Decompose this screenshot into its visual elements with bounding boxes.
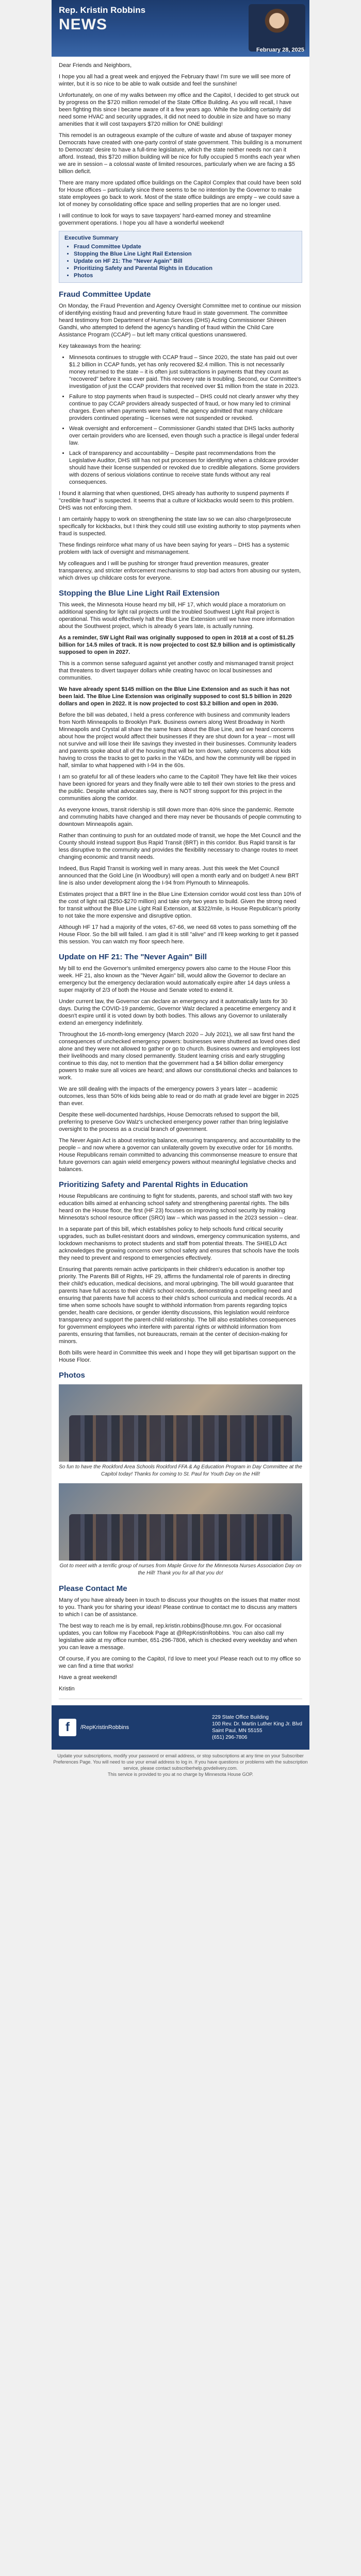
intro-paragraph: This remodel is an outrageous example of the culture of waste and abuse of taxpayer money Democrats have created with one-party control of state government. This building is a monument to Democrats' desire to have a full-time legislature, which the state neither needs nor can it afford. Instead, this $720 million building will be nice for fully occupied 5 months each year when we are in session – a colossal waste of limited resources, particularly when we are facing a $5 billion deficit.: [59, 132, 302, 175]
hf21-paragraph: The Never Again Act is about restoring balance, ensuring transparency, and accountability to the people – and now where a governor can unilaterally govern by executive order for 16 months. House Republicans remain committed to advancing this commonsense measure to ensure that future governors can again wield emergency powers without meaningful legislative checks and balances.: [59, 1138, 301, 1173]
photo-people: [69, 1514, 292, 1561]
blue-line-paragraph: As everyone knows, transit ridership is still down more than 40% since the pandemic. Remote and commuting habits have changed and there may never be thousands of people commuting to downtown Minneapolis again.: [59, 807, 302, 827]
safety-paragraph: Ensuring that parents remain active participants in their children's education is another top priority. The Parents Bill of Rights, HF 29, affirms the fundamental role of parents in directing their child's education, medical decisions, and moral upbringing. The bill would guarantee that parents have full access to their child's school records, demonstrating a compelling need and ensuring that parents have full access to their child's school curricula and medical records. At a time when some schools have sought to withhold information from parents regarding topics gender, health care decisions, or gender identity discussions, this legislation would reinforce transparency and support the parent-child relationship. The bill also establishes consequences for government employees who interfere with parental rights or withhold information from parents, ensuring that families, not bureaucrats, remain at the center of decision-making for minors.: [59, 1266, 297, 1345]
blue-line-paragraph: Rather than continuing to push for an outdated mode of transit, we hope the Met Council and the County should instead support Bus Rapid Transit (BRT) in this corridor. Bus Rapid transit is far less disruptive to the community and provides the flexibility necessary to change routes to meet changing economic and transit needs.: [59, 833, 301, 860]
fraud-paragraph: My colleagues and I will be pushing for stronger fraud prevention measures, greater transparency, and stricter enforcement mechanisms to stop bad actors from abusing our system, which drives up childcare costs for everyone.: [59, 561, 301, 581]
hf21-paragraph: Throughout the 16-month-long emergency (March 2020 – July 2021), we all saw first hand the consequences of unchecked emergency powers: businesses were shuttered as loved ones died alone and they were not allowed to gather or go to church. Business owners and employees lost their livelihoods and many closed permanently. Student learning crisis and early struggling continue to this day, not to mention that the government had a $4 billion dollar emergency powers to make sure all voices are heard; and allows our constitutional checks and balances to work.: [59, 1031, 300, 1081]
blue-line-paragraph: We have already spent $145 million on the Blue Line Extension and as such it has not been laid. The Blue Line Extension was originally supposed to cost $1.5 billion in 2020 dollars and open in 2022. It is now projected to cost $3.2 billion and open in 2030.: [59, 686, 292, 707]
facebook-label[interactable]: /RepKristinRobbins: [80, 1724, 129, 1731]
fraud-paragraph: I found it alarming that when questioned, DHS already has authority to suspend payments if "credible fraud" is suspected. It seems that a culture of kickbacks would seem to this problem. DHS was not enforcing them.: [59, 490, 294, 511]
office-address: [212, 1714, 302, 1741]
fraud-bullet: • Weak oversight and enforcement – Commissioner Gandhi stated that DHS lacks authority over certain providers who are licensed, even though such a practice is illegal under federal law.: [69, 425, 302, 447]
photos-heading: Photos: [59, 1371, 85, 1380]
blue-line-paragraph: I am so grateful for all of these leaders who came to the Capitol! They have felt like their voices have been ignored for years and they finally were able to tell their own stories to the press and the public. Despite what advocates say, there is NOT strong support for this project in the communities along the corridor.: [59, 774, 297, 802]
executive-summary: [59, 231, 302, 283]
photo-nurses-group: [59, 1483, 302, 1561]
newsletter-header: [52, 0, 309, 57]
contact-paragraph: Many of you have already been in touch to discuss your thoughts on the issues that matter most to you. Thank you for sharing your ideas! Please continue to contact me to discuss any matters to which I can be of assistance.: [59, 1597, 300, 1618]
fraud-heading: Fraud Committee Update: [59, 290, 151, 299]
blue-line-heading: Stopping the Blue Line Light Rail Extension: [59, 589, 220, 598]
hf21-paragraph: My bill to end the Governor's unlimited emergency powers also came to the House Floor this week. HF 21, also known as the "Never Again" bill, would allow the Governor to declare an emergency but the emergency declaration would automatically expire after 14 days unless a super majority of 2/3 of both the House and Senate voted to extend it.: [59, 965, 291, 993]
hf21-paragraph: We are still dealing with the impacts of the emergency powers 3 years later – academic outcomes, less than 50% of kids being able to read or do math at grade level are bigger in 2025 than ever.: [59, 1086, 299, 1107]
fraud-bullet: • Failure to stop payments when fraud is suspected – DHS could not clearly answer why they continue to pay CCAP providers already suspected of fraud, or how many led to criminal charges. Even when payments were halted, the agency admitted that many childcare providers continued operating – licenses were not suspended or revoked.: [69, 393, 302, 422]
fraud-bullet: • Minnesota continues to struggle with CCAP fraud – Since 2020, the state has paid out over $1.2 billion in CCAP funds, yet has only recovered $2.4 million. This is not necessarily money returned to the state – it is often just subtractions in payments that they count as "recovered" before it was ever paid. This recovery rate is troubling. Second, our Committee's investigation of just the CCAP providers that received over $1 million from the state in 2023.: [69, 354, 302, 390]
hf21-heading: Update on HF 21: The "Never Again" Bill: [59, 953, 207, 961]
subscription-notice: [52, 1750, 309, 1781]
contact-heading: Please Contact Me: [59, 1584, 127, 1593]
representative-portrait: [249, 4, 305, 52]
summary-link[interactable]: • Fraud Committee Update: [74, 243, 297, 250]
blue-line-paragraph: Although HF 17 had a majority of the votes, 67-66, we need 68 votes to pass something off the House Floor. So the bill will failed. I am glad it is still "alive" and I'll keep working to get it passed this session. You can watch my floor speech here.: [59, 924, 299, 945]
summary-link[interactable]: • Photos: [74, 272, 297, 279]
service-text: This service is provided to you at no charge by Minnesota House GOP.: [108, 1772, 253, 1777]
safety-paragraph: In a separate part of this bill, which establishes policy to help schools fund critical security upgrades, such as bullet-resistant doors and windows, emergency communication systems, and lockdown mechanisms to protect students and staff from potential threats. The SHIELD Act acknowledges the growing concerns over school safety and ensures that schools have the tools they need to prevent and respond to emergencies effectively.: [59, 1226, 300, 1261]
safety-paragraph: House Republicans are continuing to fight for students, parents, and school staff with two key education bills aimed at enhancing school safety and strengthening parental rights. The bills heard on the House floor, the first (HF 23) focuses on improving school security by making Minnesota's school resource officer (SRO) law – which was passed in the 2023 session – clear.: [59, 1193, 298, 1221]
contact-paragraph: Have a great weekend!: [59, 1674, 118, 1681]
address-line: Saint Paul, MN 55155: [212, 1728, 262, 1734]
hf21-paragraph: Despite these well-documented hardships, House Democrats refused to support the bill, preferring to preserve Gov Walz's unchecked emergency power rather than bring legislative oversight to the process as a crucial branch of government.: [59, 1112, 288, 1132]
intro-greeting: Dear Friends and Neighbors,: [59, 62, 132, 69]
subscription-text: Update your subscriptions, modify your password or email address, or stop subscriptions at any time on your Subscriber Preferences Page. You will need to use your email address to log in. If you have questions or problems with the subscription service, please contact subscriberhelp.govdelivery.com.: [53, 1753, 308, 1771]
newsletter: [52, 0, 309, 1750]
photo-caption: So fun to have the Rockford Area Schools Rockford FFA & Ag Education Program in Day Committee at the Capitol today! Thanks for coming to St. Paul for Youth Day on the Hill!: [59, 1464, 302, 1477]
facebook-link[interactable]: [59, 1719, 129, 1736]
blue-line-paragraph: Before the bill was debated, I held a press conference with business and community leaders from North Minneapolis to Brooklyn Park. Business owners along West Broadway in North Minneapolis and Crystal all share the same fears about the Blue Line, and we heard concerns about how the project would affect their businesses if they are shut down for a year – most will not survive and will lose their life savings they invested in their businesses. Community leaders and parents spoke about all of the housing that will be torn down, safety concerns about kids having to cross the tracks to get to parks in the Y&Ds, and how the community will be ripped in half, similar to what happened with I-94 in the 60s.: [59, 712, 297, 769]
executive-summary-title: Executive Summary: [64, 235, 119, 241]
contact-paragraph: The best way to reach me is by email, rep.kristin.robbins@house.mn.gov. For occasional updates, you can follow my Facebook Page at @RepKristinRobbins. You can also call my legislative aide at my office number, 651-296-7806, which is checked every weekday and when you can leave a message.: [59, 1623, 298, 1651]
blue-line-paragraph: Indeed, Bus Rapid Transit is working well in many areas. Just this week the Met Council announced that the Gold Line (in Woodbury) will open a month early and on budget! A new BRT line is also under development along the I-94 from Plymouth to Minneapolis.: [59, 866, 299, 886]
summary-link[interactable]: • Prioritizing Safety and Parental Rights in Education: [74, 265, 297, 272]
address-line: 229 State Office Building: [212, 1715, 269, 1720]
fraud-paragraph: On Monday, the Fraud Prevention and Agency Oversight Committee met to continue our mission of identifying existing fraud and preventing future fraud in state government. The committee heard testimony from Department of Human Services (DHS) Acting Commissioner Shireen Gandhi, who attempted to defend the agency's handling of fraud within the Child Care Assistance Program (CCAP) – but left many critical questions unanswered.: [59, 303, 301, 338]
address-line: 100 Rev. Dr. Martin Luther King Jr. Blvd: [212, 1721, 302, 1727]
fraud-paragraph: I am certainly happy to work on strengthening the state law so we can also charge/prosecute specifically for kickbacks, but I think they could still use existing authority to stop payments when fraud is suspected.: [59, 516, 301, 537]
header-title: Rep. Kristin Robbins: [59, 5, 146, 15]
photo-caption: Got to meet with a terrific group of nurses from Maple Grove for the Minnesota Nurses Association Day on the Hill! Thank you for all that you do!: [59, 1563, 302, 1576]
fraud-paragraph: Key takeaways from the hearing:: [59, 343, 142, 349]
newsletter-footer: [52, 1705, 309, 1750]
blue-line-paragraph: This is a common sense safeguard against yet another costly and mismanaged transit project that threatens to divert taxpayer dollars while creating havoc on local businesses and communities.: [59, 660, 293, 681]
blue-line-paragraph: Estimates project that a BRT line in the Blue Line Extension corridor would cost less than 10% of the cost of light rail ($250-$270 million) and take only two years to build. Given the strong need for transit without the Blue Line Light Rail Extension, at $322/mile, is House Republican's priority to not take the more expensive and disruptive option.: [59, 891, 301, 919]
intro-paragraph: I hope you all had a great week and enjoyed the February thaw! I'm sure we will see more of winter, but it is so nice to be able to walk outside and feel the sunshine!: [59, 74, 291, 87]
photo-ffa-group: [59, 1384, 302, 1462]
fraud-paragraph: These findings reinforce what many of us have been saying for years – DHS has a systemic problem with lack of oversight and mismanagement.: [59, 542, 289, 555]
summary-link[interactable]: • Stopping the Blue Line Light Rail Extension: [74, 250, 297, 258]
signature: Kristin: [59, 1686, 75, 1692]
header-date: February 28, 2025: [256, 47, 304, 53]
summary-link[interactable]: • Update on HF 21: The "Never Again" Bill: [74, 258, 297, 265]
fraud-bullet: • Lack of transparency and accountability – Despite past recommendations from the Legislative Auditor, DHS still has not put processes for identifying when a childcare provider should have their license suspended or revoked due to credible allegations. Some providers with dozens of serious violations continue to receive state funds without any real consequences.: [69, 450, 302, 486]
hf21-paragraph: Under current law, the Governor can declare an emergency and it automatically lasts for 30 days. During the COVID-19 pandemic, Governor Walz declared a peacetime emergency and it doesn't expire until it is voted down by both bodies. This allows any Governor to unilaterally extend an emergency indefinitely.: [59, 998, 296, 1026]
facebook-icon[interactable]: f: [59, 1719, 76, 1736]
photo-people: [69, 1415, 292, 1462]
intro-paragraph: I will continue to look for ways to save taxpayers' hard-earned money and streamline government operations. I hope you all have a wonderful weekend!: [59, 213, 271, 226]
intro-paragraph: Unfortunately, on one of my walks between my office and the Capitol, I decided to get struck out by progress on the $720 million remodel of the State Office Building. As you will recall, I have been fighting this since I became aware of it a few years ago. While the building certainly did need some HVAC and security upgrades, it did not need to double in size and have so many amenities that it will cost taxpayers $720 million for ONE building!: [59, 92, 299, 127]
safety-paragraph: Both bills were heard in Committee this week and I hope they will get bipartisan support on the House Floor.: [59, 1350, 296, 1363]
address-line: (651) 296-7806: [212, 1735, 248, 1740]
intro-paragraph: There are many more updated office buildings on the Capitol Complex that could have been sold for House offices – particularly since there seems to be no intention by the Governor to make state employees go back to work. Most of the state office buildings are empty – we could save a lot of money by consolidating office space and selling properties that are no longer used.: [59, 180, 302, 208]
header-news: NEWS: [59, 16, 107, 33]
safety-heading: Prioritizing Safety and Parental Rights in Education: [59, 1180, 248, 1189]
blue-line-paragraph: This week, the Minnesota House heard my bill, HF 17, which would place a moratorium on additional spending for light rail projects until the troubled Southwest Light Rail project is operational. This would effectively halt the Blue Line Extension until we have more information about the Southwest project, which is already 6 years late, is actually running.: [59, 602, 294, 630]
contact-paragraph: Of course, if you are coming to the Capitol, I'd love to meet you! Please reach out to my office so we can find a time that works!: [59, 1656, 301, 1669]
blue-line-paragraph: As a reminder, SW Light Rail was originally supposed to open in 2018 at a cost of $1.25 billion for 14.5 miles of track. It is now projected to cost $2.9 billion and is optimistically supposed to open in 2027.: [59, 635, 296, 655]
